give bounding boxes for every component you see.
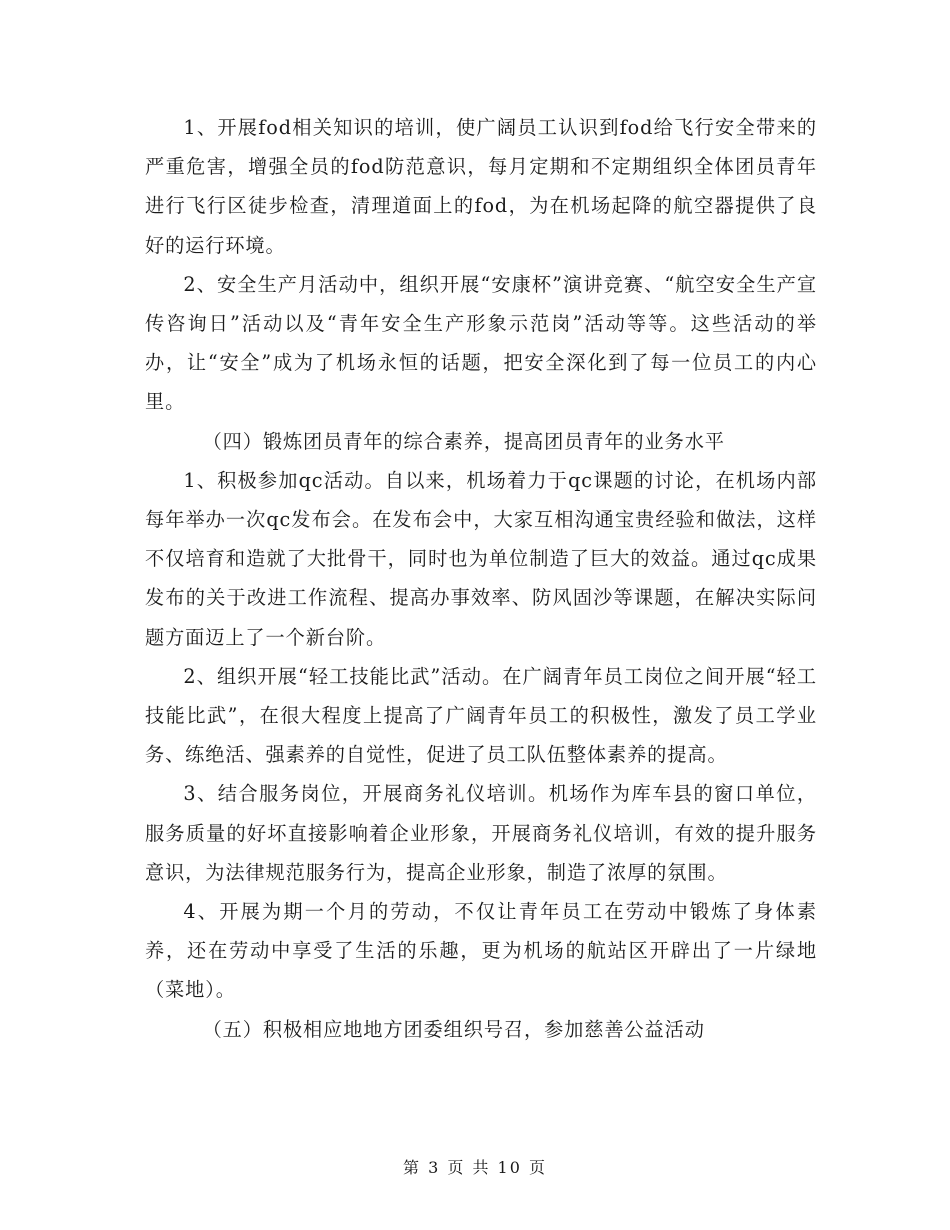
- paragraph-qc-activity: 1、积极参加qc活动。自以来，机场着力于qc课题的讨论，在机场内部每年举办一次qc发布会。在发布会中，大家互相沟通宝贵经验和做法，这样不仅培育和造就了大批骨干，同时也为单位制造了巨大的效益。通过qc成果发布的关于改进工作流程、提高办事效率、防风固沙等课题，在解决实际问题方面迈上了一个新台阶。: [145, 468, 817, 649]
- section-heading-4: （四）锻炼团员青年的综合素养，提高团员青年的业务水平: [202, 429, 725, 453]
- paragraph-fod-training: 1、开展fod相关知识的培训，使广阔员工认识到fod给飞行安全带来的严重危害，增强全员的fod防范意识，每月定期和不定期组织全体团员青年进行飞行区徒步检查，清理道面上的fod，为在机场起降的航空器提供了良好的运行环境。: [145, 116, 817, 257]
- page-footer: 第 3 页 共 10 页: [403, 1158, 547, 1177]
- paragraph-skills-contest: 2、组织开展“轻工技能比武”活动。在广阔青年员工岗位之间开展“轻工技能比武”，在很大程度上提高了广阔青年员工的积极性，激发了员工学业务、练绝活、强素养的自觉性，促进了员工队伍整体素养的提高。: [145, 664, 817, 767]
- paragraph-labor-activity: 4、开展为期一个月的劳动，不仅让青年员工在劳动中锻炼了身体素养，还在劳动中享受了生活的乐趣，更为机场的航站区开辟出了一片绿地（菜地）。: [145, 900, 817, 1002]
- document-body: [145, 108, 817, 1049]
- paragraph-safety-month: 2、安全生产月活动中，组织开展“安康杯”演讲竞赛、“航空安全生产宣传咨询日”活动以及“青年安全生产形象示范岗”活动等等。这些活动的举办，让“安全”成为了机场永恒的话题，把安全深化到了每一位员工的内心里。: [145, 272, 817, 414]
- section-heading-5: （五）积极相应地地方团委组织号召，参加慈善公益活动: [202, 1017, 705, 1041]
- paragraph-etiquette-training: 3、结合服务岗位，开展商务礼仪培训。机场作为库车县的窗口单位，服务质量的好坏直接影响着企业形象，开展商务礼仪培训，有效的提升服务意识，为法律规范服务行为，提高企业形象，制造了浓厚的氛围。: [145, 782, 817, 884]
